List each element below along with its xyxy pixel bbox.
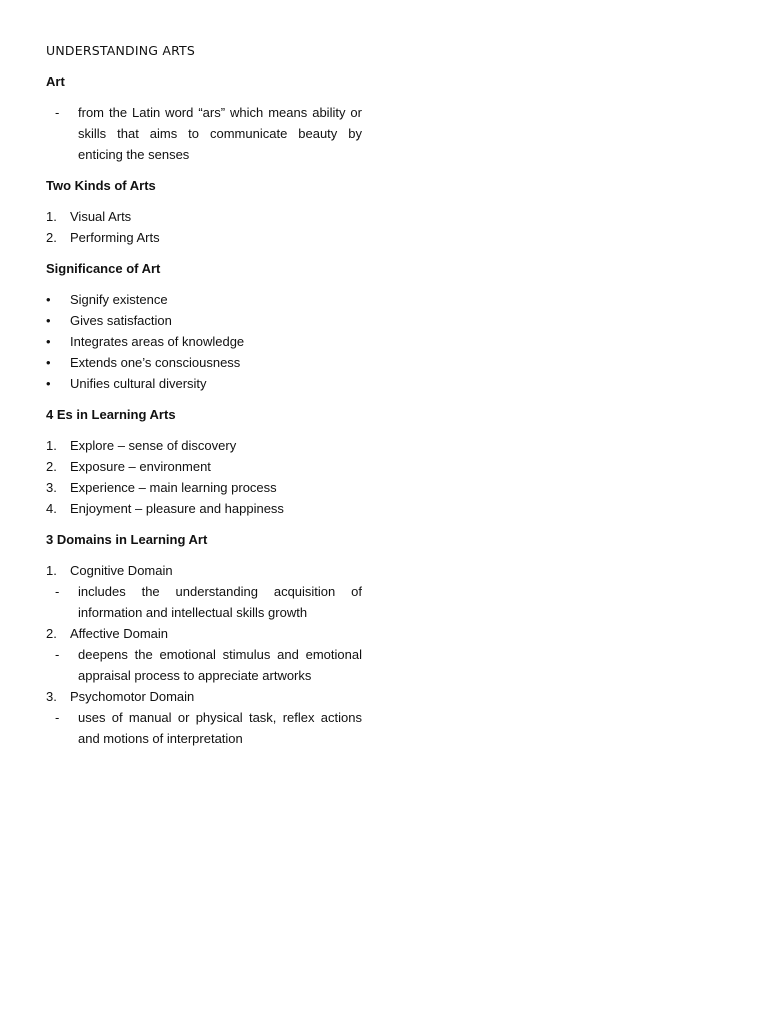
list-item [46, 623, 362, 644]
list-number: 3. [46, 689, 57, 704]
bullet-item-text: Integrates areas of knowledge [70, 334, 245, 349]
list-item [46, 477, 362, 498]
bullet-icon: • [46, 292, 51, 307]
list-number: 4. [46, 501, 57, 516]
domains-list [46, 560, 362, 749]
bullet-icon: • [46, 376, 51, 391]
bullet-item-text: Signify existence [70, 292, 168, 307]
list-item [46, 456, 362, 477]
bullet-icon: • [46, 313, 51, 328]
list-item-text: Visual Arts [70, 209, 132, 224]
dash-item [46, 707, 362, 749]
art-definition [46, 102, 362, 165]
bullet-item [46, 310, 362, 331]
list-number: 1. [46, 563, 57, 578]
domain-name: Affective Domain [70, 626, 169, 641]
section-heading-four-es: 4 Es in Learning Arts [46, 407, 176, 422]
list-item-text: Exposure – environment [70, 459, 211, 474]
section-heading-art: Art [46, 74, 65, 89]
dash-marker: - [55, 710, 60, 725]
bullet-icon: • [46, 334, 51, 349]
art-definition-text: from the Latin word “ars” which means ability or skills that aims to communicate beauty by enticing the senses [78, 105, 362, 162]
list-number: 1. [46, 209, 57, 224]
list-item [46, 498, 362, 519]
bullet-item [46, 352, 362, 373]
list-item [46, 560, 362, 581]
document-page [46, 40, 362, 759]
bullet-item-text: Extends one’s consciousness [70, 355, 241, 370]
bullet-icon: • [46, 355, 51, 370]
section-heading-kinds: Two Kinds of Arts [46, 178, 156, 193]
dash-marker: - [55, 105, 60, 120]
list-number: 2. [46, 459, 57, 474]
list-number: 2. [46, 230, 57, 245]
list-item [46, 206, 362, 227]
domain-description: includes the understanding acquisition of information and intellectual skills growth [78, 584, 362, 620]
list-item-text: Enjoyment – pleasure and happiness [70, 501, 284, 516]
bullet-item-text: Gives satisfaction [70, 313, 172, 328]
dash-marker: - [55, 584, 60, 599]
bullet-item [46, 289, 362, 310]
list-number: 1. [46, 438, 57, 453]
dash-item [46, 102, 362, 165]
domain-description: uses of manual or physical task, reflex actions and motions of interpretation [78, 710, 362, 746]
bullet-item [46, 373, 362, 394]
dash-item [46, 581, 362, 623]
list-item-text: Experience – main learning process [70, 480, 277, 495]
dash-marker: - [55, 647, 60, 662]
list-number: 2. [46, 626, 57, 641]
list-item-text: Performing Arts [70, 230, 160, 245]
list-item [46, 435, 362, 456]
bullet-item-text: Unifies cultural diversity [70, 376, 207, 391]
significance-list [46, 289, 362, 394]
list-item [46, 227, 362, 248]
bullet-item [46, 331, 362, 352]
domain-description: deepens the emotional stimulus and emotional appraisal process to appreciate artworks [78, 647, 362, 683]
list-number: 3. [46, 480, 57, 495]
domain-name: Cognitive Domain [70, 563, 173, 578]
dash-item [46, 644, 362, 686]
list-item-text: Explore – sense of discovery [70, 438, 237, 453]
four-es-list [46, 435, 362, 519]
list-item [46, 686, 362, 707]
section-heading-significance: Significance of Art [46, 261, 161, 276]
domain-name: Psychomotor Domain [70, 689, 195, 704]
kinds-list [46, 206, 362, 248]
document-title: UNDERSTANDING ARTS [46, 43, 196, 58]
section-heading-domains: 3 Domains in Learning Art [46, 532, 208, 547]
